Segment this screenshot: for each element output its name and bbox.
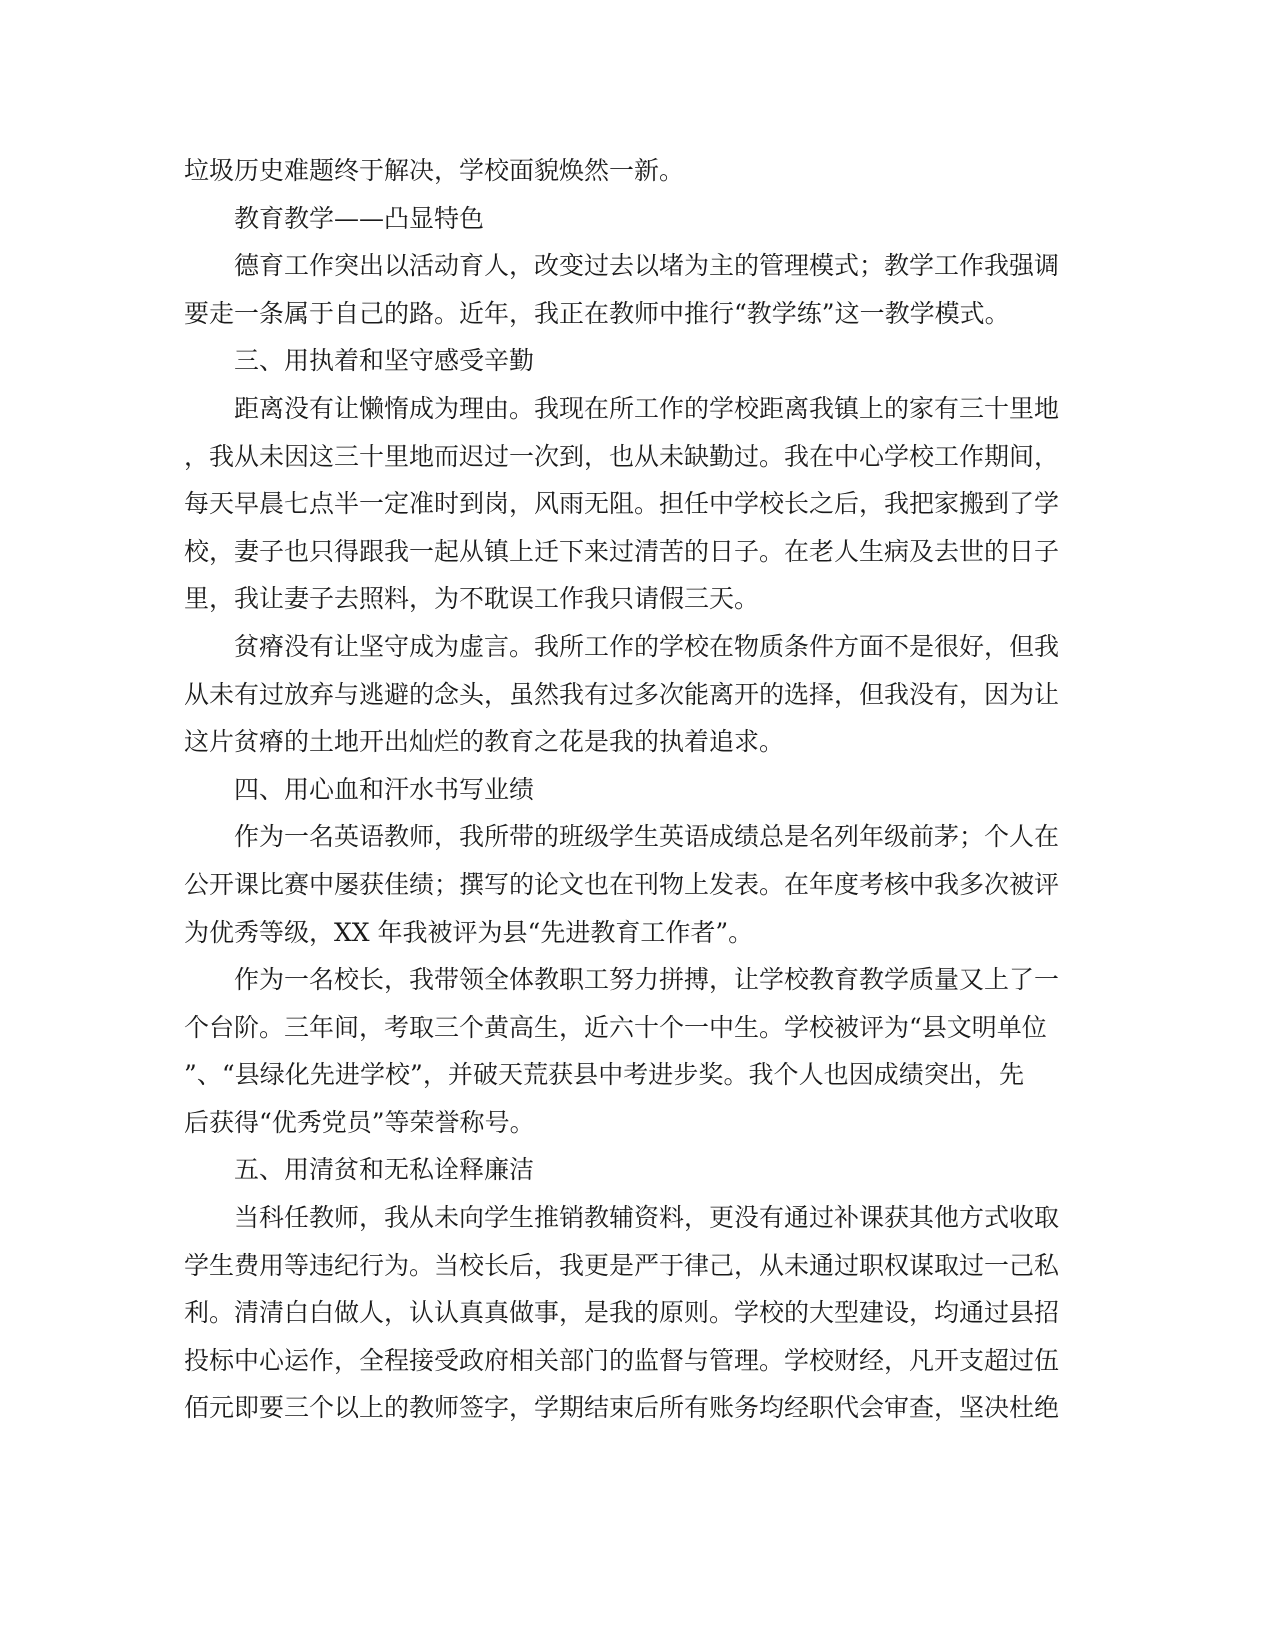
paragraph-first-line: 四、用心血和汗水书写业绩 <box>234 774 535 804</box>
paragraph-line: 里，我让妻子去照料，为不耽误工作我只请假三天。 <box>184 584 760 614</box>
paragraph-line: 这片贫瘠的土地开出灿烂的教育之花是我的执着追求。 <box>184 727 785 757</box>
paragraph-line: 为优秀等级，XX 年我被评为县“先进教育工作者”。 <box>184 917 754 947</box>
paragraph-line: 后获得“优秀党员”等荣誉称号。 <box>184 1107 535 1137</box>
paragraph-first-line: 贫瘠没有让坚守成为虚言。我所工作的学校在物质条件方面不是很好，但我 <box>234 631 1060 661</box>
document-body <box>184 147 1060 1432</box>
paragraph-line: ”、“县绿化先进学校”，并破天荒获县中考进步奖。我个人也因成绩突出，先 <box>184 1060 1024 1090</box>
paragraph-line: 垃圾历史难题终于解决，学校面貌焕然一新。 <box>184 156 685 185</box>
paragraph-first-line: 距离没有让懒惰成为理由。我现在所工作的学校距离我镇上的家有三十里地 <box>234 393 1060 423</box>
paragraph-first-line: 五、用清贫和无私诠释廉洁 <box>234 1155 535 1185</box>
paragraph-line: 佰元即要三个以上的教师签字，学期结束后所有账务均经职代会审查，坚决杜绝 <box>184 1393 1060 1423</box>
paragraph-line: 校，妻子也只得跟我一起从镇上迁下来过清苦的日子。在老人生病及去世的日子 <box>184 536 1060 566</box>
paragraph-first-line: 作为一名英语教师，我所带的班级学生英语成绩总是名列年级前茅；个人在 <box>234 822 1060 852</box>
paragraph-line: 每天早晨七点半一定准时到岗，风雨无阻。担任中学校长之后，我把家搬到了学 <box>184 489 1060 519</box>
paragraph-line: 投标中心运作，全程接受政府相关部门的监督与管理。学校财经，凡开支超过伍 <box>184 1345 1060 1375</box>
paragraph-line: 从未有过放弃与逃避的念头，虽然我有过多次能离开的选择，但我没有，因为让 <box>184 679 1060 709</box>
paragraph-line: 学生费用等违纪行为。当校长后，我更是严于律己，从未通过职权谋取过一己私 <box>184 1250 1060 1280</box>
paragraph-line: 利。清清白白做人，认认真真做事，是我的原则。学校的大型建设，均通过县招 <box>184 1298 1060 1328</box>
paragraph-first-line: 三、用执着和坚守感受辛勤 <box>234 346 535 376</box>
paragraph-line: 公开课比赛中屡获佳绩；撰写的论文也在刊物上发表。在年度考核中我多次被评 <box>184 869 1060 899</box>
paragraph-first-line: 当科任教师，我从未向学生推销教辅资料，更没有通过补课获其他方式收取 <box>234 1203 1060 1233</box>
paragraph-first-line: 教育教学——凸显特色 <box>234 203 485 233</box>
paragraph-line: 个台阶。三年间，考取三个黄高生，近六十个一中生。学校被评为“县文明单位 <box>184 1012 1047 1042</box>
paragraph-first-line: 作为一名校长，我带领全体教职工努力拼搏，让学校教育教学质量又上了一 <box>234 965 1060 995</box>
paragraph-line: ，我从未因这三十里地而迟过一次到，也从未缺勤过。我在中心学校工作期间， <box>184 441 1060 471</box>
paragraph-line: 要走一条属于自己的路。近年，我正在教师中推行“教学练”这一教学模式。 <box>184 298 1010 328</box>
paragraph-first-line: 德育工作突出以活动育人，改变过去以堵为主的管理模式；教学工作我强调 <box>234 251 1060 281</box>
